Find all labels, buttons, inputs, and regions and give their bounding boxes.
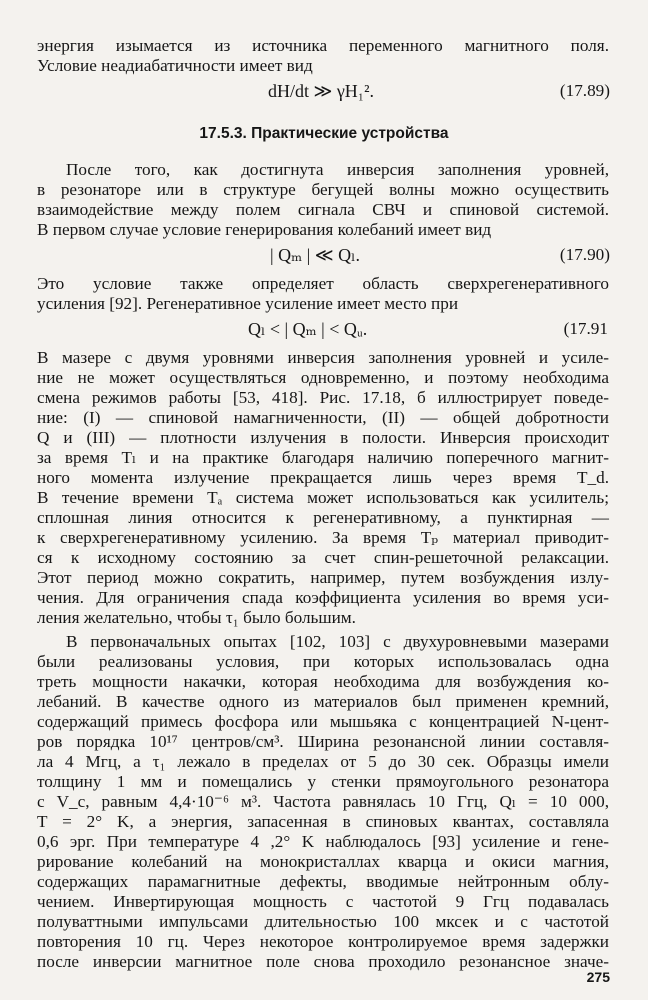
text-line: ров порядка 10¹⁷ центров/см³. Ширина резонансной линии составля- bbox=[37, 732, 609, 751]
text-line: ние: (I) — спиновой намагниченности, (II) — общей добротности bbox=[37, 408, 609, 427]
text-line: ла 4 Мгц, а τ₁ лежало в пределах от 5 до 30 сек. Образцы имели bbox=[37, 752, 609, 771]
text-line: с V_c, равным 4,4·10⁻⁶ м³. Частота равнялась 10 Ггц, Qₗ = 10 000, bbox=[37, 792, 609, 811]
text-line: В мазере с двумя уровнями инверсия заполнения уровней и усиле- bbox=[37, 348, 609, 367]
text-line: ного момента излучение прекращается лишь через время T_d. bbox=[37, 468, 609, 487]
text-line: в резонаторе или в структуре бегущей волны можно осуществить bbox=[37, 180, 609, 199]
text-line: ние не может осуществляться одновременно, и поэтому необходима bbox=[37, 368, 609, 387]
text-line: Условие неадиабатичности имеет вид bbox=[37, 56, 313, 75]
text-line: толщину 1 мм и помещались у стенки прямоугольного резонатора bbox=[37, 772, 609, 791]
page-number: 275 bbox=[586, 969, 610, 985]
text-line: содержащий примесь фосфора или мышьяка с концентрацией N-цент- bbox=[37, 712, 609, 731]
text-line: T = 2° K, а энергия, запасенная в спиновых квантах, составляла bbox=[37, 812, 609, 831]
text-line: энергия изымается из источника переменного магнитного поля. bbox=[37, 36, 609, 55]
section-heading: 17.5.3. Практические устройства bbox=[199, 125, 449, 142]
text-line: Q и (III) — плотности излучения в полости. Инверсия происходит bbox=[37, 428, 609, 447]
text-line: Этот период можно сократить, например, путем возбуждения излу- bbox=[37, 568, 609, 587]
equation-17-89: dH/dt ≫ γH₁². bbox=[268, 81, 374, 101]
text-line: В первом случае условие генерирования колебаний имеет вид bbox=[37, 220, 492, 239]
equation-17-91: Qₗ < | Qₘ | < Qᵤ. bbox=[248, 319, 368, 339]
text-line: лебаний. В качестве одного из материалов был применен кремний, bbox=[37, 692, 609, 711]
text-line: полуваттными импульсами длительностью 100 мксек и с частотой bbox=[37, 912, 609, 931]
text-line: усиления [92]. Регенеративное усиление имеет место при bbox=[37, 294, 459, 313]
text-line: повторения 10 гц. Через некоторое контролируемое время задержки bbox=[37, 932, 609, 951]
text-line: за время Tₗ и на практике благодаря наличию поперечного магнит- bbox=[37, 448, 609, 467]
text-line: В первоначальных опытах [102, 103] с двухуровневыми мазерами bbox=[66, 632, 609, 651]
text-line: 0,6 эрг. При температуре 4 ,2° K наблюдалось [93] усиление и гене- bbox=[37, 832, 609, 851]
text-line: ления желательно, чтобы τ₁ было большим. bbox=[37, 608, 356, 627]
equation-17-90: | Qₘ | ≪ Qₗ. bbox=[270, 245, 360, 265]
text-line: чения. Для ограничения спада коэффициента усиления во время уси- bbox=[37, 588, 609, 607]
equation-number: (17.91 bbox=[563, 319, 608, 338]
text-line: сплошная линия относится к регенеративному, а пунктирная — bbox=[37, 508, 609, 527]
text-line: рирование колебаний на монокристаллах кварца и окиси магния, bbox=[37, 852, 609, 871]
text-line: чением. Инвертирующая мощность с частотой 9 Ггц подавалась bbox=[37, 892, 609, 911]
text-line: треть мощности накачки, которая необходима для возбуждения ко- bbox=[37, 672, 609, 691]
text-line: ся к исходному состоянию за счет спин-решеточной релаксации. bbox=[37, 548, 609, 567]
equation-number: (17.90) bbox=[559, 245, 610, 264]
text-line: взаимодействие между полем сигнала СВЧ и спиновой системой. bbox=[37, 200, 609, 219]
text-line: После того, как достигнута инверсия заполнения уровней, bbox=[66, 160, 609, 179]
text-line: В течение времени Tₐ система может использоваться как усилитель; bbox=[37, 488, 609, 507]
text-line: смена режимов работы [53, 418]. Рис. 17.18, б иллюстрирует поведе- bbox=[37, 388, 609, 407]
text-line: после инверсии магнитное поле снова проходило резонансное значе- bbox=[37, 952, 609, 971]
text-line: содержащих парамагнитные дефекты, вводимые нейтронным облу- bbox=[37, 872, 609, 891]
equation-number: (17.89) bbox=[559, 81, 610, 100]
text-line: к сверхрегенеративному усилению. За время Tₚ материал приводит- bbox=[37, 528, 609, 547]
text-line: были реализованы условия, при которых использовалась одна bbox=[37, 652, 609, 671]
text-line: Это условие также определяет область сверхрегенеративного bbox=[37, 274, 609, 293]
